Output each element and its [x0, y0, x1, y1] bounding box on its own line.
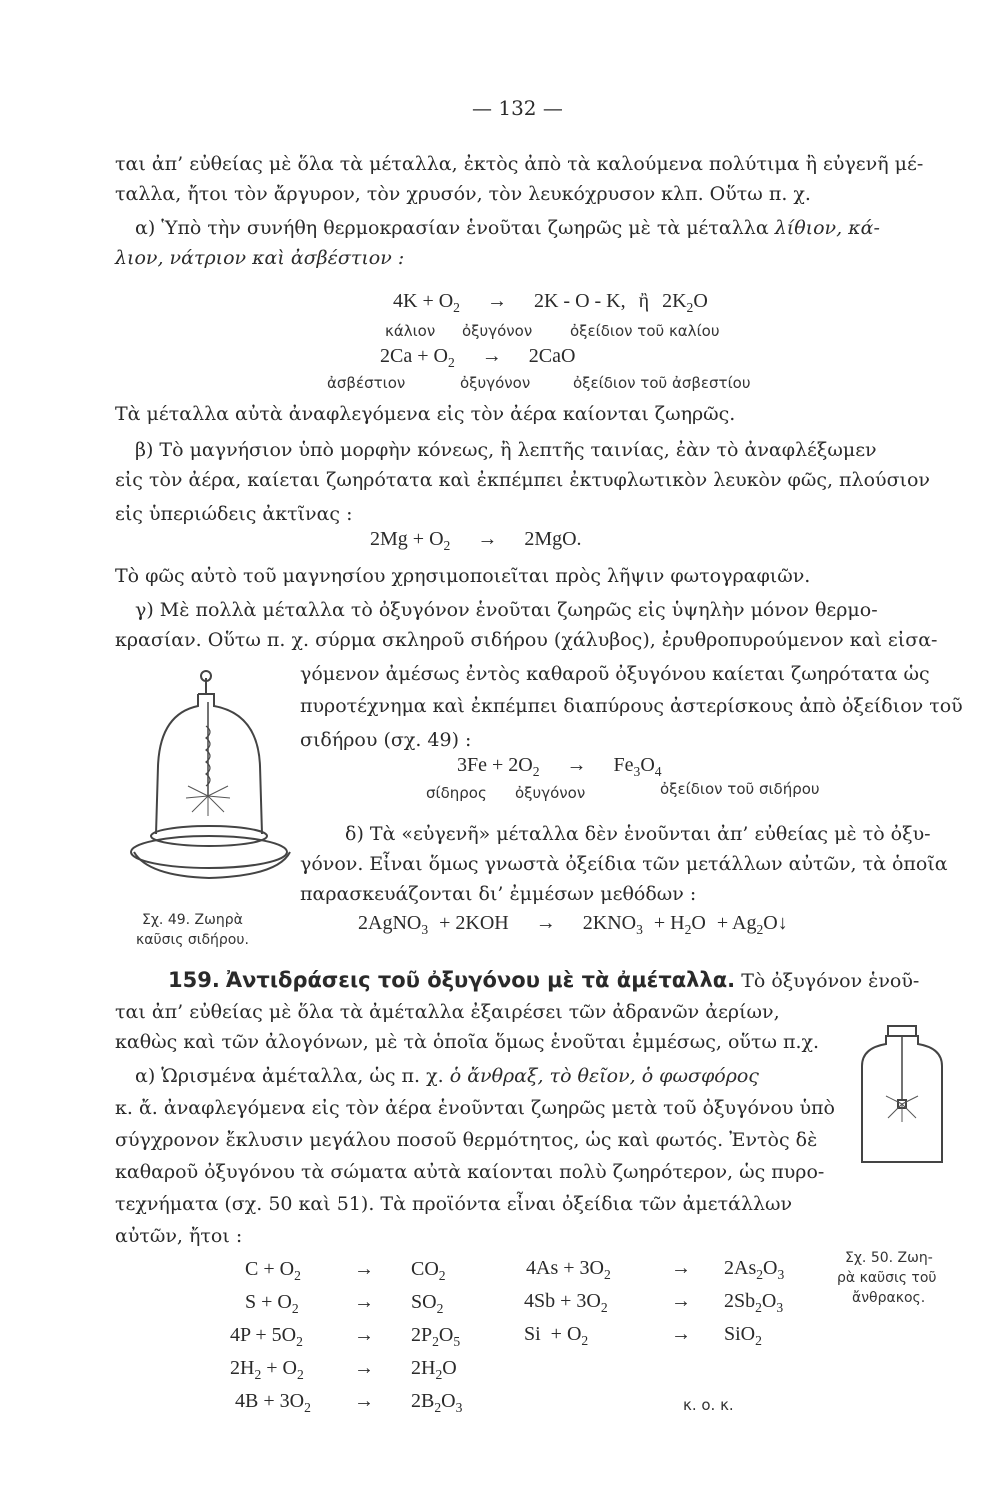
section-159-line-6: σύγχρονον ἔκλυσιν μεγάλου ποσοῦ θερμότητος, ὡς καὶ φωτός. Ἐντὸς δὲ: [115, 1129, 818, 1151]
beta-line-3: εἰς ὑπεριώδεις ἀκτῖνας :: [115, 503, 353, 525]
gamma-line-2: κρασίαν. Οὕτω π. χ. σύρμα σκληροῦ σιδήρου (χάλυβος), ἐρυθροπυρούμενον καὶ εἰσα-: [115, 629, 938, 651]
intro-line-4: λιον, νάτριον καὶ ἀσβέστιον :: [115, 247, 405, 269]
label-oxygen-1: ὀξυγόνον: [462, 322, 533, 340]
section-159-line-3: καθὼς καὶ τῶν ἀλογόνων, μὲ τὰ ὁποῖα ὅμως ἑνοῦται ἐμμέσως, οὕτω π.χ.: [115, 1031, 820, 1053]
delta-line-2: γόνον. Εἶναι ὅμως γνωστὰ ὀξείδια τῶν μετάλλων αὐτῶν, τὰ ὁποῖα: [300, 853, 948, 875]
section-159-line-4: α) Ὡρισμένα ἀμέταλλα, ὡς π. χ. ὁ ἄνθραξ, τὸ θεῖον, ὁ φωσφόρος: [135, 1065, 759, 1087]
equation-carbon: $C + O_2 \to CO_2$: [245, 1258, 446, 1283]
section-159-line-9: αὐτῶν, ἤτοι :: [115, 1225, 243, 1247]
equation-magnesium: $2Mg + O_2 \to 2MgO$.: [370, 528, 582, 553]
page-number: — 132 —: [472, 96, 563, 120]
figure-49-caption-1: Σχ. 49. Ζωηρὰ: [142, 912, 243, 928]
section-159-heading: 159. Ἀντιδράσεις τοῦ ὀξυγόνου μὲ τὰ ἀμέταλλα. Τὸ ὀξυγόνον ἑνοῦ-: [168, 968, 920, 992]
equation-arsenic: $4As + 3O_2 \to 2As_2O_3$: [526, 1257, 785, 1282]
label-iron-oxide: ὀξείδιον τοῦ σιδήρου: [660, 780, 820, 798]
equation-antimony: $4Sb + 3O_2 \to 2Sb_2O_3$: [524, 1290, 784, 1315]
delta-line-3: παρασκευάζονται δι’ ἐμμέσων μεθόδων :: [300, 883, 697, 905]
equation-calcium: $2Ca + O_2 \to 2CaO$: [380, 345, 576, 370]
gamma-line-4: πυροτέχνημα καὶ ἐκπέμπει διαπύρους ἀστερίσκους ἀπὸ ὀξείδιον τοῦ: [300, 695, 963, 717]
gamma-line-5: σιδήρου (σχ. 49) :: [300, 729, 472, 751]
beta-line-1: β) Τὸ μαγνήσιον ὑπὸ μορφὴν κόνεως, ἢ λεπτῆς ταινίας, ἐὰν τὸ ἀναφλέξωμεν: [135, 439, 877, 461]
section-159-line-2: ται ἀπ’ εὐθείας μὲ ὅλα τὰ ἀμέταλλα ἐξαιρέσει τῶν ἀδρανῶν ἀερίων,: [115, 1001, 780, 1023]
equation-phosphorus: $4P + 5O_2 \to 2P_2O_5$: [230, 1324, 461, 1349]
etc-abbreviation: κ. ο. κ.: [683, 1396, 734, 1414]
beta-line-2: εἰς τὸν ἀέρα, καίεται ζωηρότατα καὶ ἐκπέμπει ἐκτυφλωτικὸν λευκὸν φῶς, πλούσιον: [115, 469, 930, 491]
figure-50-caption-1: Σχ. 50. Ζωη-: [845, 1250, 933, 1266]
delta-line-1: δ) Τὰ «εὐγενῆ» μέταλλα δὲν ἑνοῦνται ἀπ’ εὐθείας μὲ τὸ ὀξυ-: [345, 823, 931, 845]
label-oxygen-2: ὀξυγόνον: [460, 374, 531, 392]
gamma-line-1: γ) Μὲ πολλὰ μέταλλα τὸ ὀξυγόνον ἑνοῦται ζωηρῶς εἰς ὑψηλὴν μόνον θερμο-: [135, 599, 878, 621]
label-iron: σίδηρος: [426, 784, 487, 802]
figure-50-caption-3: ἄνθρακος.: [852, 1290, 926, 1306]
gamma-line-3: γόμενον ἀμέσως ἐντὸς καθαροῦ ὀξυγόνου καίεται ζωηρότατα ὡς: [300, 663, 930, 685]
alpha-conclusion: Τὰ μέταλλα αὐτὰ ἀναφλεγόμενα εἰς τὸν ἀέρα καίονται ζωηρῶς.: [115, 403, 736, 425]
equation-silver: 2AgNO$_3$ + $2KOH \to 2KNO_3 + H_2O$ + $Ag_2O↓$: [358, 912, 788, 937]
label-kalion: κάλιον: [385, 322, 436, 340]
intro-line-1: ται ἀπ’ εὐθείας μὲ ὅλα τὰ μέταλλα, ἐκτὸς ἀπὸ τὰ καλούμενα πολύτιμα ἢ εὐγενῆ μέ-: [115, 153, 924, 175]
figure-50-caption-2: ρὰ καῦσις τοῦ: [837, 1270, 937, 1286]
section-159-line-5: κ. ἄ. ἀναφλεγόμενα εἰς τὸν ἀέρα ἑνοῦνται ζωηρῶς μετὰ τοῦ ὀξυγόνου ὑπὸ: [115, 1097, 835, 1119]
beta-conclusion: Τὸ φῶς αὐτὸ τοῦ μαγνησίου χρησιμοποιεῖται πρὸς λῆψιν φωτογραφιῶν.: [115, 565, 811, 587]
equation-sulfur: $S + O_2 \to SO_2$: [245, 1291, 444, 1316]
label-calcium-oxide: ὀξείδιον τοῦ ἀσβεστίου: [573, 374, 751, 392]
equation-silicon: $Si + O_2 \to SiO_2$: [524, 1323, 762, 1348]
figure-49-bell-jar: [128, 666, 300, 884]
intro-line-2: ταλλα, ἤτοι τὸν ἄργυρον, τὸν χρυσόν, τὸν λευκόχρυσον κλπ. Οὕτω π. χ.: [115, 183, 811, 205]
equation-potassium: $4K + O_2 \to 2K - O - K$, ἢ $2K_2O$: [393, 290, 708, 315]
equation-hydrogen: $2H_2 + O_2 \to 2H_2O$: [230, 1357, 457, 1382]
figure-50-bottle: [858, 1022, 946, 1170]
intro-line-3: α) Ὑπὸ τὴν συνήθη θερμοκρασίαν ἑνοῦται ζωηρῶς μὲ τὰ μέταλλα λίθιον, κά-: [135, 217, 880, 239]
label-potassium-oxide: ὀξείδιον τοῦ καλίου: [570, 322, 720, 340]
figure-49-caption-2: καῦσις σιδήρου.: [136, 932, 249, 948]
section-159-line-8: τεχνήματα (σχ. 50 καὶ 51). Τὰ προϊόντα εἶναι ὀξείδια τῶν ἀμετάλλων: [115, 1193, 793, 1215]
label-calcium: ἀσβέστιον: [327, 374, 406, 392]
label-oxygen-3: ὀξυγόνον: [515, 784, 586, 802]
equation-boron: $4B + 3O_2 \to 2B_2O_3$: [235, 1390, 463, 1415]
section-159-line-7: καθαροῦ ὀξυγόνου τὰ σώματα αὐτὰ καίονται πολὺ ζωηρότερον, ὡς πυρο-: [115, 1161, 825, 1183]
equation-iron: $3Fe + 2O_2 \to Fe_3O_4$: [457, 754, 662, 779]
